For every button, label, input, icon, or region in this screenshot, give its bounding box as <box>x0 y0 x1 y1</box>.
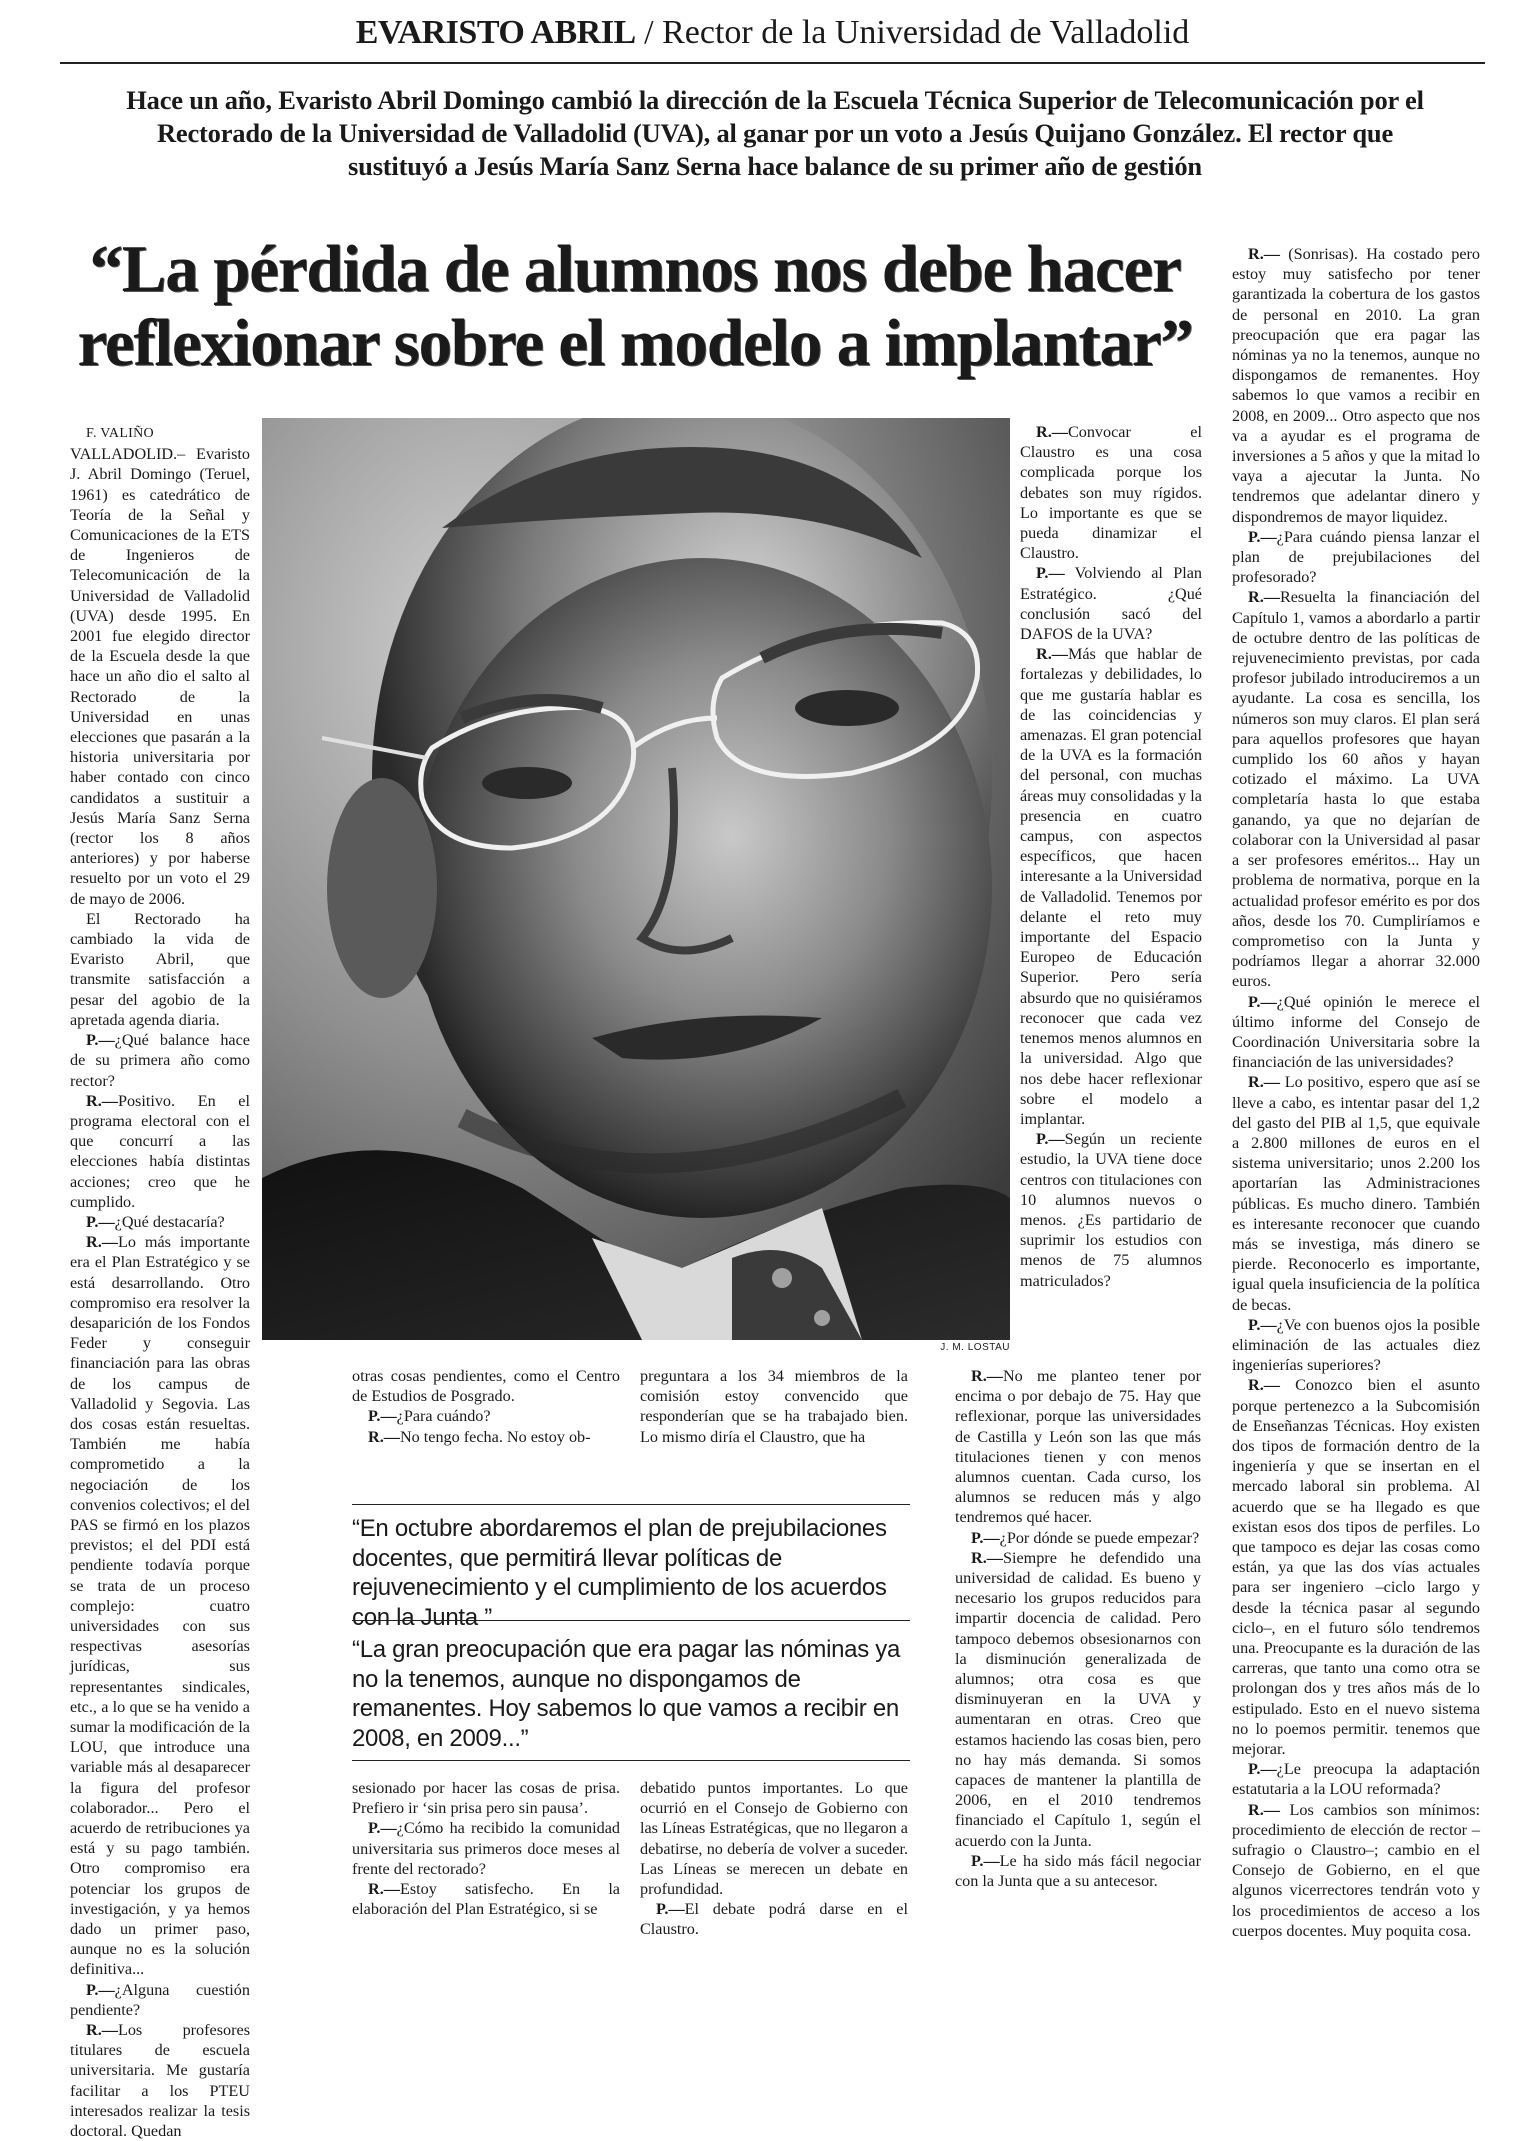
column-3-bottom <box>640 1778 908 1940</box>
paragraph: debatido puntos importantes. Lo que ocurrió en el Consejo de Gobierno con las Líneas Estratégicas, que no llegaron a debatirse, no debería de volver a suceder. Las Líneas se merecen un debate en profundidad. <box>640 1779 908 1899</box>
paragraph: R.—Convocar el Claustro es una cosa complicada porque los debates son muy rígidos. Lo importante es que se pueda dinamizar el Claustro. <box>1020 423 1202 563</box>
column-1 <box>70 424 250 2141</box>
paragraph: R.—No tengo fecha. No estoy ob- <box>368 1427 591 1446</box>
column-4-bottom <box>955 1366 1201 1891</box>
paragraph: P.—¿Por dónde se puede empezar? <box>971 1528 1200 1547</box>
portrait-image <box>262 418 1010 1340</box>
pull-quote-1: “En octubre abordaremos el plan de prejubilaciones docentes, que permitirá llevar políticas de rejuvenecimiento y el cumplimiento de los acuerdos con la Junta ” <box>352 1515 887 1631</box>
column-4-text <box>1020 422 1202 1291</box>
byline: F. VALIÑO <box>86 426 154 441</box>
paragraph: R.— Los cambios son mínimos: procedimiento de elección de rector –sufragio o Claustro–; cambio en el Consejo de Gobierno, en el que algunos vicerrectores tendrán voto y los procedimientos de acceso a los cuerpos docentes. Muy poquita cosa. <box>1232 1800 1480 1940</box>
column-4-top <box>1020 422 1202 1291</box>
paragraph: R.—No me planteo tener por encima o por debajo de 75. Hay que reflexionar, porque las universidades de Castilla y León son las que más titulaciones tienen y con menos alumnos cuentan. Cada curso, los alumnos se reducen más y algo tendremos qué hacer. <box>955 1367 1201 1527</box>
column-3-top-text <box>640 1366 908 1447</box>
paragraph: P.—El debate podrá darse en el Claustro. <box>640 1900 908 1939</box>
paragraph: R.—Más que hablar de fortalezas y debilidades, lo que me gustaría hablar es de las coincidencias y amenazas. El gran potencial de la UVA es la formación del personal, con muchas áreas muy consolidadas y la presencia en cuatro campus, con aspectos específicos, que hacen interesante a la Universidad de Valladolid. Tenemos por delante el reto muy importante del Espacio Europeo de Educación Superior. Pero sería absurdo que no quisiéramos reconocer que cada vez tenemos menos alumnos en la universidad. Algo que nos debe hacer reflexionar sobre el modelo a implantar. <box>1020 645 1202 1128</box>
paragraph: P.—Según un reciente estudio, la UVA tiene doce centros con titulaciones con 10 alumnos nuevos o menos. ¿Es partidario de suprimir los estudios con menos de 75 alumnos matriculados? <box>1020 1130 1202 1290</box>
column-5 <box>1232 244 1480 1941</box>
paragraph: P.—Le ha sido más fácil negociar con la Junta que a su antecesor. <box>955 1851 1201 1891</box>
paragraph: P.—¿Ve con buenos ojos la posible eliminación de las actuales diez ingenierías superiores? <box>1232 1315 1480 1375</box>
paragraph: R.—Lo más importante era el Plan Estratégico y se está desarrollando. Otro compromiso era resolver la desaparición de los Fondos Feder y conseguir financiación para las obras de los campus de Valladolid y Segovia. Las dos cosas están resueltas. También me había comprometido a la negociación de los convenios colectivos; el del PAS se firmó en los plazos previstos; el del PDI está pendiente todavía porque se trata de un proceso complejo: cuatro universidades con sus respectivas asesorías jurídicas, sus representantes sindicales, etc., a lo que se ha venido a sumar la modificación de la LOU, que introduce una variable más al desaparecer la figura del profesor colaborador... Pero el acuerdo de retribuciones ya está y su pago también. Otro compromiso era potenciar los grupos de investigación, y ya hemos dado un primer paso, aunque no es la solución definitiva... <box>70 1233 250 1979</box>
pull-quote-2: “La gran preocupación que era pagar las nóminas ya no la tenemos, aunque no dispongamos de remanentes. Hoy sabemos lo que vamos a recibir en 2008, en 2009...” <box>352 1636 901 1752</box>
pullquote-rule-middle <box>352 1620 910 1621</box>
paragraph: otras cosas pendientes, como el Centro de Estudios de Posgrado. <box>352 1367 620 1406</box>
column-4-bottom-text <box>955 1366 1201 1891</box>
paragraph: R.—Los profesores titulares de escuela universitaria. Me gustaría facilitar a los PTEU interesados realizar la tesis doctoral. Quedan <box>70 2021 250 2141</box>
section-header <box>60 14 1485 66</box>
paragraph: preguntara a los 34 miembros de la comisión estoy convencido que responderían que se ha trabajado bien. Lo mismo diría el Claustro, que ha <box>640 1367 908 1446</box>
paragraph: R.—Estoy satisfecho. En la elaboración del Plan Estratégico, si se <box>352 1880 620 1919</box>
column-2-top-text <box>352 1366 620 1447</box>
paragraph: P.—¿Para cuándo piensa lanzar el plan de prejubilaciones del profesorado? <box>1232 527 1480 587</box>
pullquote-rule-bottom <box>352 1760 910 1761</box>
paragraph: P.—¿Qué destacaría? <box>86 1212 225 1231</box>
paragraph: R.— (Sonrisas). Ha costado pero estoy muy satisfecho por tener garantizada la cobertura de los gastos de personal en 2010. La gran preocupación que era pagar las nóminas ya no la tenemos, aunque no dispongamos de remanentes. Hoy sabemos lo que vamos a recibir en 2008, en 2009... Otro aspecto que nos va a ayudar es el programa de inversiones a 5 años y que la mitad lo vaya a ajecutar la Junta. No tendremos que adelantar dinero y dispondremos de mayor liquidez. <box>1232 245 1480 526</box>
paragraph: P.—¿Para cuándo? <box>368 1407 491 1426</box>
paragraph: El Rectorado ha cambiado la vida de Evaristo Abril, que transmite satisfacción a pesar del agobio de la apretada agenda diaria. <box>70 909 250 1029</box>
header-rule <box>60 62 1485 64</box>
paragraph: P.—¿Le preocupa la adaptación estatutaria a la LOU reformada? <box>1232 1760 1480 1799</box>
column-2-bottom <box>352 1778 620 1919</box>
paragraph: P.— Volviendo al Plan Estratégico. ¿Qué conclusión sacó del DAFOS de la UVA? <box>1020 564 1202 644</box>
lead-paragraph: Hace un año, Evaristo Abril Domingo cambió la dirección de la Escuela Técnica Superior de Telecomunicación por el Rectorado de la Universidad de Valladolid (UVA), al ganar por un voto a Jesús Quijano González. El rector que sustituyó a Jesús María Sanz Serna hace balance de su primer año de gestión <box>126 85 1424 181</box>
paragraph: P.—¿Alguna cuestión pendiente? <box>70 1980 250 2019</box>
portrait-photo <box>262 418 1010 1340</box>
paragraph: R.—Siempre he defendido una universidad de calidad. Es bueno y necesario los grupos reducidos para impartir docencia de calidad. Pero tampoco debemos obsesionarnos con la disminución generalizada de alumnos; otra cosa es que disminuyeran en la UVA y aumentaran en otras. Creo que estamos haciendo las cosas bien, pero no hay más demanda. Si somos capaces de mantener la plantilla de 2006, en el 2010 tendremos financiado el Capítulo 1, según el acuerdo con la Junta. <box>955 1548 1201 1850</box>
paragraph: VALLADOLID.– Evaristo J. Abril Domingo (Teruel, 1961) es catedrático de Teoría de la Señal y Comunicaciones de la ETS de Ingenieros de Telecomunicación de la Universidad de Valladolid (UVA) desde 1995. En 2001 fue elegido director de la Escuela desde la que hace un año dio el salto al Rectorado de la Universidad en unas elecciones que pasarán a la historia universitaria por haber contado con cinco candidatos a sustituir a Jesús María Sanz Serna (rector los 8 años anteriores) y por haberse resuelto por un voto el 29 de mayo de 2006. <box>70 445 250 908</box>
column-5-text <box>1232 244 1480 1941</box>
pullquote-rule-top <box>352 1504 910 1505</box>
column-2-bottom-text <box>352 1778 620 1919</box>
interviewee-name: EVARISTO ABRIL <box>355 14 636 51</box>
column-3-top <box>640 1366 908 1447</box>
interviewee-role: / Rector de la Universidad de Valladolid <box>635 14 1190 51</box>
paragraph: R.— Conozco bien el asunto porque pertenezco a la Subcomisión de Enseñanzas Técnicas. Hoy existen dos tipos de formación dentro de la ingeniería y que se insertan en el mercado laboral sin problema. Al acuerdo que se ha llegado es que existan esos dos tipos de perfiles. Lo que tampoco es dejar las cosas como están, ya que las dos vías actuales para ser ingeniero –ciclo largo y desde la técnica pasar al segundo ciclo–, en el futuro sólo tendremos una. Preocupante es la duración de las carreras, que tanto una como otra se prolongan dos y tres años más de lo estipulado. Esto en el nuevo sistema no lo poemos permitir. tenemos que mejorar. <box>1232 1376 1480 1759</box>
paragraph: R.— Lo positivo, espero que así se lleve a cabo, es intentar pasar del 1,2 del gasto del PIB al 1,5, que equivale a 2.800 millones de euros en el sistema universitario; unos 2.200 los aportarían las Administraciones públicas. Es mucho dinero. También es interesante reconocer que cuando más se investiga, más dinero se pierde. Reconocerlo es importante, igual quela insuficiencia de la política de becas. <box>1232 1073 1480 1314</box>
photo-credit: J. M. LOSTAU <box>940 1342 1010 1353</box>
paragraph: R.—Resuelta la financiación del Capítulo 1, vamos a abordarlo a partir de octubre dentro de las políticas de rejuvenecimiento previstas, por cada profesor jubilado introduciremos a un ayudante. La cosa es sencilla, los números son muy claros. El plan será para aquellos profesores que hayan cumplido los 60 años y hayan cotizado el máximo. La UVA completaría hasta lo que estaba ganando, ya que no dejarían de colaborar con la Universidad al pasar a ser profesores eméritos... Hay un problema de normativa, porque en la actualidad profesor emérito es por dos años, desde los 70. Cumpliríamos e comprometiso con la Junta y podríamos llegar a ahorrar 32.000 euros. <box>1232 588 1480 991</box>
column-2-top <box>352 1366 620 1447</box>
paragraph: P.—¿Qué balance hace de su primera año como rector? <box>70 1031 250 1090</box>
paragraph: P.—¿Qué opinión le merece el último informe del Consejo de Coordinación Universitaria sobre la financiación de las universidades? <box>1232 992 1480 1072</box>
column-1-text <box>70 444 250 2141</box>
column-3-bottom-text <box>640 1778 908 1940</box>
paragraph: R.—Positivo. En el programa electoral con el que concurrí a las elecciones había distintas acciones; creo que he cumplido. <box>70 1091 250 1211</box>
paragraph: sesionado por hacer las cosas de prisa. Prefiero ir ‘sin prisa pero sin pausa’. <box>352 1779 620 1818</box>
paragraph: P.—¿Cómo ha recibido la comunidad universitaria sus primeros doce meses al frente del rectorado? <box>352 1819 620 1878</box>
headline: “La pérdida de alumnos nos debe hacer reflexionar sobre el modelo a implantar” <box>77 232 1193 380</box>
